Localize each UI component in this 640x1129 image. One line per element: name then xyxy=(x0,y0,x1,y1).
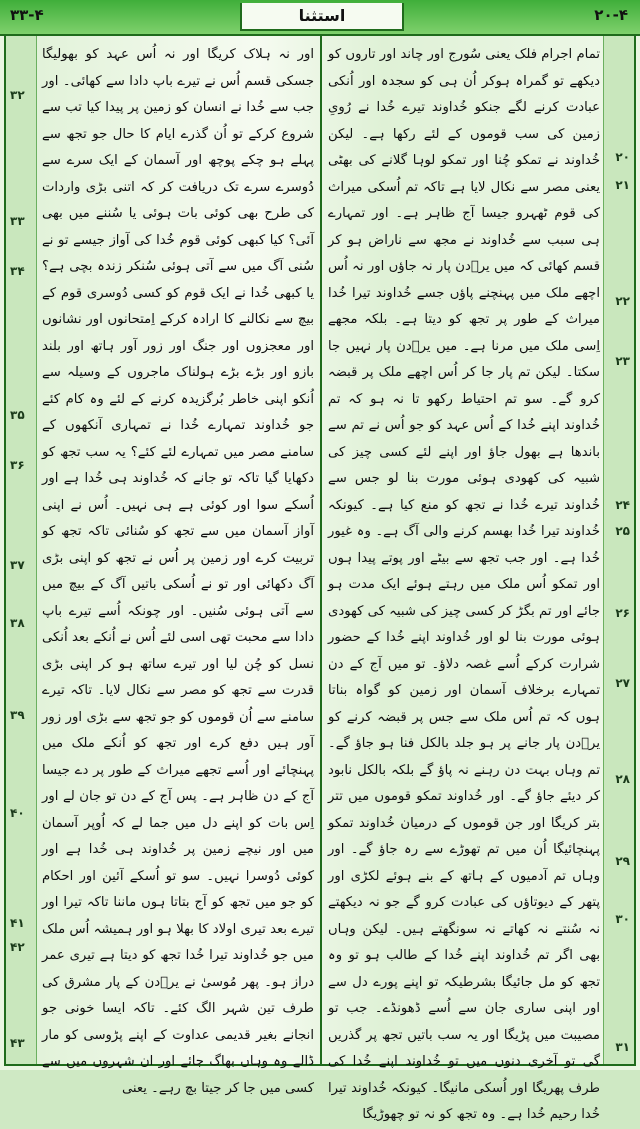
verse-number: ۳۲ xyxy=(10,88,25,102)
verse-number: ۳۷ xyxy=(10,558,25,572)
page-header xyxy=(0,0,640,36)
verse-number: ۲۷ xyxy=(615,676,630,690)
left-text-column xyxy=(42,42,314,1096)
verse-number: ۲۳ xyxy=(615,354,630,368)
verse-number: ۴۰ xyxy=(10,806,25,820)
column-divider xyxy=(320,36,322,1064)
right-column-text: تمام اجرام فلک یعنی سُورج اور چاند اور تاروں کو دیکھے تو گمراہ ہوکر اُن ہی کو سجدہ اور اُنکی عبادت کرنے لگے جنکو خُداوند تیرے خُدا نے رُویِ زمین کی سب قوموں کے لئے رکھا ہے۔ لیکن خُداوند نے تمکو چُنا اور تمکو لوہا گلانے کی بھٹی یعنی مصر سے نکال لایا ہے تاکہ تم اُسکی میراث کی قوم ٹھہرو جیسا آج ظاہر ہے۔ اور تمہارے ہی سبب سے خُداوند نے مجھ سے ناراض ہو کر قسم کھائی کہ میں یرؔدن پار نہ جاؤں اور نہ اُس اچھے ملک میں پہنچنے پاؤں جسے خُداوند تیرا خُدا میراث کے طور پر تجھ کو دیتا ہے۔ بلکہ مجھے اِسی ملک میں مرنا ہے۔ میں یرؔدن پار نہیں جا سکتا۔ لیکن تم پار جا کر اُس اچھے ملک پر قبضہ کرو گے۔ سو تم احتیاط رکھو تا نہ ہو کہ تم خُداوند اپنے خُدا کے اُس عہد کو جو اُس نے تم سے باندھا ہے بھول جاؤ اور اپنے لئے کسی چیز کی شبیہ کی کھودی ہوئی مورت بنا لو جس سے خُداوند تیرے خُدا نے تجھ کو منع کیا ہے۔ کیونکہ خُداوند تیرا خُدا بھسم کرنے والی آگ ہے۔ وہ غیور خُدا ہے۔ اور جب تجھ سے بیٹے اور پوتے پیدا ہوں اور تمکو اُس ملک میں رہتے ہوئے ایک مدت ہو جائے اور تم بگڑ کر کسی چیز کی شبیہ کی کھودی ہوئی مورت بنا لو اور خُداوند اپنے خُدا کے حضور شرارت کرکے اُسے غصہ دلاؤ۔ تو میں آج کے دن تمہارے برخلاف آسمان اور زمین کو گواہ بناتا ہوں کہ تم اُس ملک سے جس پر قبضہ کرنے کو یرؔدن پار جانے پر ہو جلد بالکل فنا ہو جاؤ گے۔ تم وہاں بہت دن رہنے نہ پاؤ گے بلکہ بالکل نابود کر دیئے جاؤ گے۔ اور خُداوند تمکو قوموں میں تتر بتر کریگا اور جن قوموں کے درمیان خُداوند تمکو پہنچائیگا اُن میں تم تھوڑے سے رہ جاؤ گے۔ اور وہاں تم آدمیوں کے ہاتھ کے بنے ہوئے لکڑی اور پتھر کے دیوتاؤں کی عبادت کرو گے جو نہ دیکھتے نہ سُنتے نہ کھاتے نہ سونگھتے ہیں۔ لیکن وہاں بھی اگر تم خُداوند اپنے خُدا کے طالب ہو تو وہ تجھ کو مل جائیگا بشرطیکہ تو اپنے پورے دل سے اور اپنی ساری جان سے اُسے ڈھونڈے۔ جب تو مصیبت میں پڑیگا اور یہ سب باتیں تجھ پر گذریں گی تو آخری دنوں میں تو خُداوند اپنے خُدا کی طرف پھریگا اور اُسکی مانیگا۔ کیونکہ خُداوند تیرا خُدا رحیم خُدا ہے۔ وہ تجھ کو نہ تو چھوڑیگا xyxy=(328,47,600,1122)
verse-number: ۳۵ xyxy=(10,408,25,422)
verse-number: ۳۶ xyxy=(10,458,25,472)
verse-number: ۲۴ xyxy=(615,498,630,512)
right-text-column xyxy=(328,42,600,1122)
verse-number: ۲۲ xyxy=(615,294,630,308)
verse-number: ۳۳ xyxy=(10,214,25,228)
book-title: استثنا xyxy=(240,3,404,31)
chapter-range-left: ۳۳-۴ xyxy=(10,6,44,24)
verse-number: ۴۲ xyxy=(10,940,25,954)
verse-number: ۲۶ xyxy=(615,606,630,620)
right-verse-gutter xyxy=(603,36,634,1064)
verse-number: ۳۸ xyxy=(10,616,25,630)
verse-number: ۲۱ xyxy=(615,178,630,192)
verse-number: ۳۰ xyxy=(615,912,630,926)
verse-number: ۲۵ xyxy=(615,524,630,538)
verse-number: ۲۸ xyxy=(615,772,630,786)
verse-number: ۴۳ xyxy=(10,1036,25,1050)
verse-number: ۳۱ xyxy=(615,1040,630,1054)
verse-number: ۳۴ xyxy=(10,264,25,278)
chapter-range-right: ۲۰-۴ xyxy=(594,6,628,24)
left-column-text: اور نہ ہلاک کریگا اور نہ اُس عہد کو بھولیگا جسکی قسم اُس نے تیرے باپ دادا سے کھائی۔ اور جب سے خُدا نے انسان کو زمین پر پیدا کیا تب سے شروع کرکے تو اُن گذرے ایام کا حال جو تجھ سے پہلے ہو چکے پوچھ اور آسمان کے ایک سرے سے دُوسرے سرے تک دریافت کر کہ اتنی بڑی واردات کی طرح بھی کوئی بات ہوئی یا سُننے میں بھی آئی؟ کیا کبھی کوئی قوم خُدا کی آواز جیسے تو نے سُنی آگ میں سے آتی ہوئی سُنکر زندہ بچی ہے؟ یا کبھی خُدا نے ایک قوم کو کسی دُوسری قوم کے بیچ سے نکالنے کا ارادہ کرکے اِمتحانوں اور نشانوں اور معجزوں اور جنگ اور زور آور ہاتھ اور بلند بازو اور بڑے بڑے ہولناک ماجروں کے وسیلہ سے اُنکو اپنی خاطر بُرگزیدہ کرنے کے لئے وہ کام کئے جو خُداوند تمہارے خُدا نے تمہاری آنکھوں کے سامنے مصر میں تمہارے لئے کئے؟ یہ سب تجھ کو دکھایا گیا تاکہ تو جانے کہ خُداوند ہی خُدا ہے اور اُسکے سوا اور کوئی ہے ہی نہیں۔ اُس نے اپنی آواز آسمان میں سے تجھ کو سُنائی تاکہ تجھ کو تربیت کرے اور زمین پر اُس نے تجھ کو اپنی بڑی آگ دکھائی اور تو نے اُسکی باتیں آگ کے بیچ میں سے آتی ہوئی سُنیں۔ اور چونکہ اُسے تیرے باپ دادا سے محبت تھی اسی لئے اُس نے اُنکے بعد اُنکی نسل کو چُن لیا اور تیرے ساتھ ہو کر اپنی بڑی قدرت سے تجھ کو مصر سے نکال لایا۔ تاکہ تیرے سامنے سے اُن قوموں کو جو تجھ سے بڑی اور زور آور ہیں دفع کرے اور تجھ کو اُنکے ملک میں پہنچائے اور اُسے تجھے میراث کے طور پر دے جیسا آج کے دن ظاہر ہے۔ پس آج کے دن تو جان لے اور اِس بات کو اپنے دل میں جما لے کہ اُوپر آسمان میں اور نیچے زمین پر خُداوند ہی خُدا ہے اور کوئی دُوسرا نہیں۔ سو تو اُسکے آئین اور احکام کو جو میں تجھ کو آج بتاتا ہوں ماننا تاکہ تیرا اور تیرے بعد تیری اولاد کا بھلا ہو اور ہمیشہ اُس ملک میں جو خُداوند تیرا خُدا تجھ کو دیتا ہے تیری عمر دراز ہو۔ پھر مُوسیٰ نے یرؔدن کے پار مشرق کی طرف تین شہر الگ کئے۔ تاکہ ایسا خونی جو انجانے بغیر قدیمی عداوت کے اپنے پڑوسی کو مار ڈالے وہ وہاں بھاگ جائے اور ان شہروں میں سے کسی میں جا کر جیتا بچ رہے۔ یعنی xyxy=(42,47,314,1096)
verse-number: ۳۹ xyxy=(10,708,25,722)
verse-number: ۲۰ xyxy=(615,150,630,164)
text-frame xyxy=(4,34,636,1122)
left-verse-gutter xyxy=(6,36,37,1064)
verse-number: ۲۹ xyxy=(615,854,630,868)
verse-number: ۴۱ xyxy=(10,916,25,930)
